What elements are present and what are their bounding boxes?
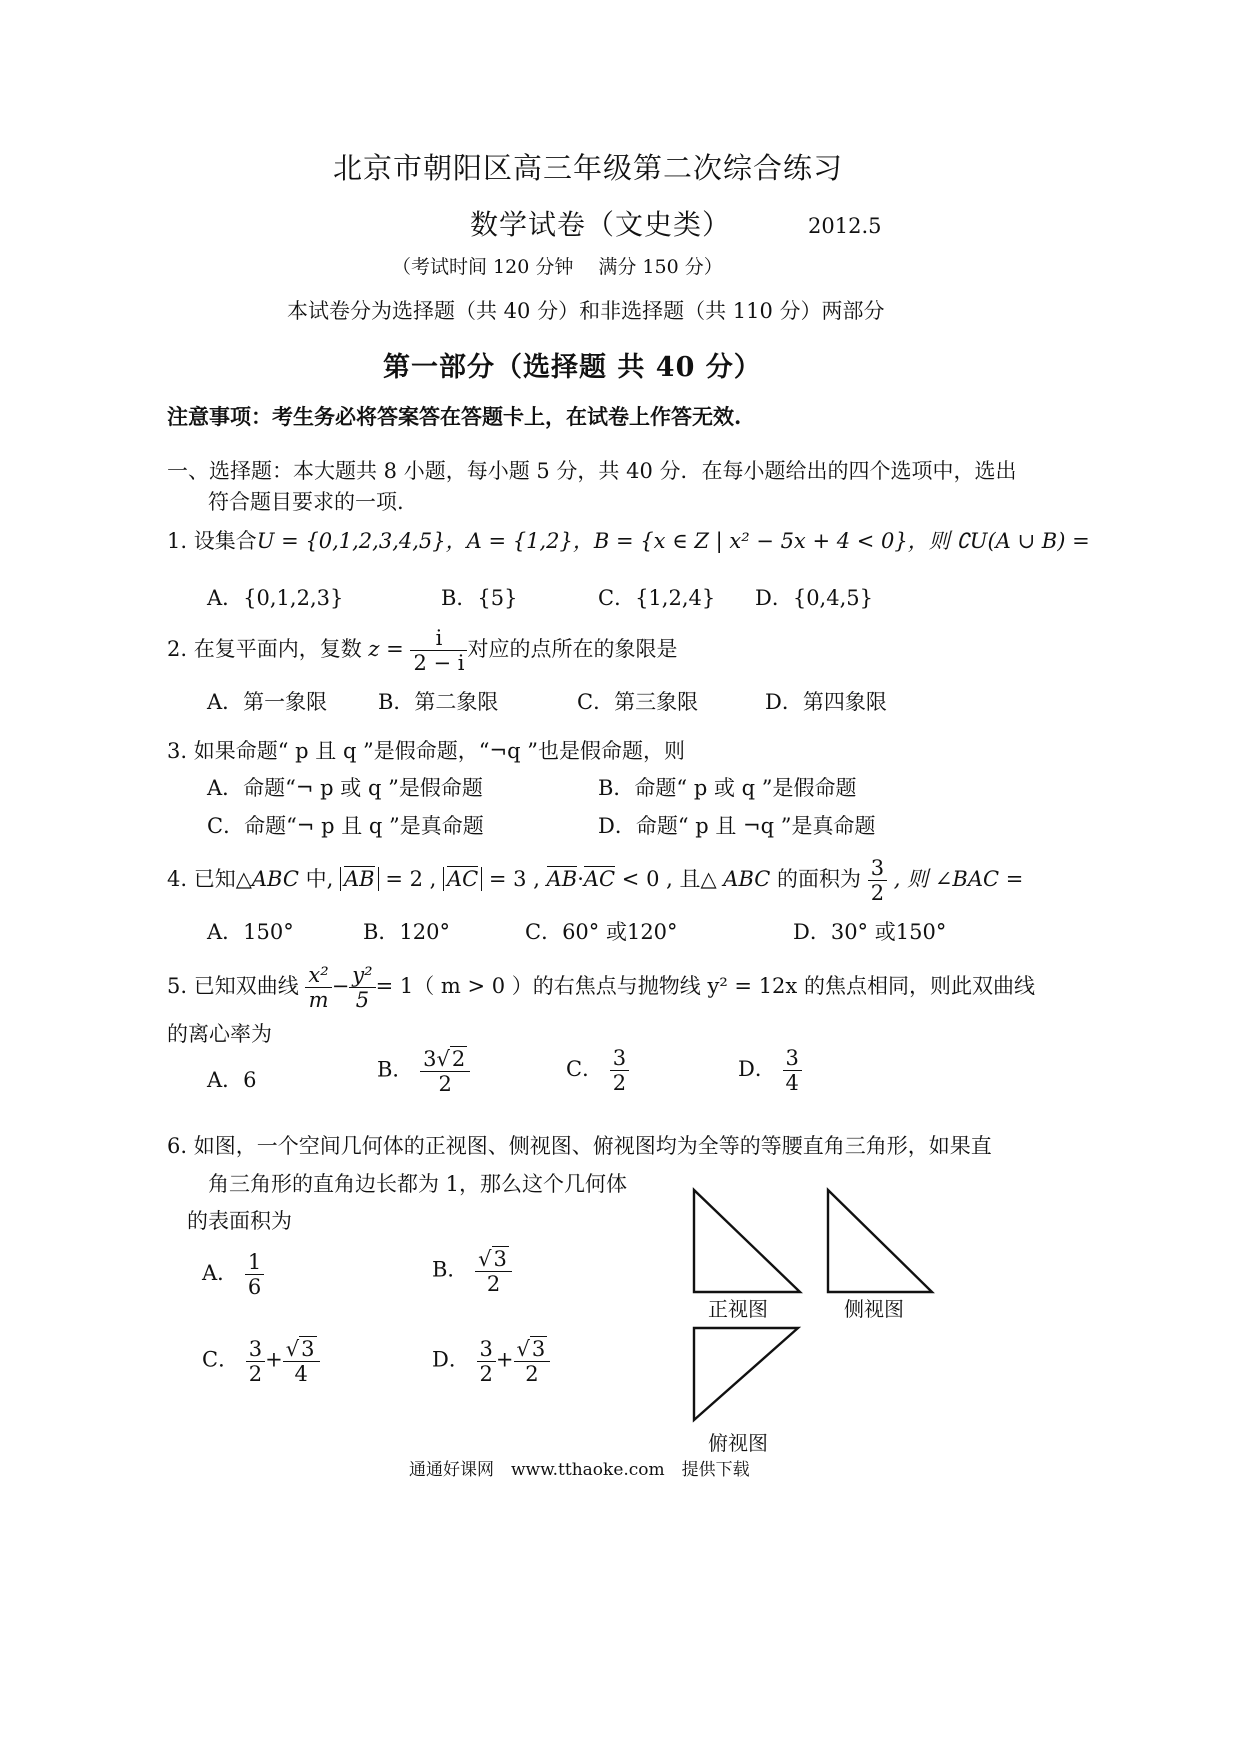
exam-info: （考试时间 120 分钟 满分 150 分） <box>392 256 723 278</box>
top-view-label: 俯视图 <box>708 1431 768 1455</box>
notice: 注意事项：考生务必将答案答在答题卡上，在试卷上作答无效. <box>167 404 742 429</box>
exam-title: 北京市朝阳区高三年级第二次综合练习 <box>333 151 844 185</box>
option-label: D． <box>738 1057 776 1082</box>
option-fraction <box>610 1046 629 1095</box>
q6-option-c[interactable] <box>202 1336 320 1386</box>
plus-sign: + <box>495 1347 514 1372</box>
q2-option-c[interactable]: C．第三象限 <box>577 690 699 714</box>
question-1 <box>167 525 1090 555</box>
hyperbola-x-term <box>305 963 331 1012</box>
q3-option-d[interactable]: D．命题“ p 且 ¬q ”是真命题 <box>598 814 876 838</box>
fraction-denominator: 2 <box>248 1361 263 1386</box>
radicand: 2 <box>451 1047 466 1071</box>
vector-ab-dot: AB <box>546 867 578 892</box>
option-label: B． <box>377 1057 414 1082</box>
fraction-numerator: √3 <box>475 1246 512 1272</box>
q2-option-d[interactable]: D．第四象限 <box>765 690 887 714</box>
side-view-triangle <box>828 1190 932 1292</box>
hyperbola-y-term <box>349 963 375 1012</box>
front-view-triangle <box>694 1190 800 1292</box>
option-value: 6 <box>243 1068 257 1092</box>
part-one-heading: 第一部分（选择题 共 40 分） <box>383 352 762 383</box>
question-text: 如图，一个空间几何体的正视图、侧视图、俯视图均为全等的等腰直角三角形，如果直 <box>193 1134 992 1158</box>
option-fraction <box>475 1246 512 1296</box>
q6-option-b[interactable] <box>432 1246 512 1296</box>
fraction-denominator: 6 <box>247 1275 262 1300</box>
q1-option-a[interactable]: A．{0,1,2,3} <box>207 586 344 610</box>
option-label: B． <box>432 1257 469 1282</box>
equals-two: = 2 , <box>385 867 437 892</box>
fraction-numerator: 3 <box>868 856 887 881</box>
fraction-denominator: 4 <box>785 1071 799 1096</box>
question-prefix: 在复平面内，复数 <box>193 637 362 662</box>
fraction-denominator: 5 <box>355 988 370 1013</box>
area-fraction <box>868 856 887 905</box>
option-fraction-2 <box>514 1336 551 1386</box>
option-label: C． <box>202 1347 240 1372</box>
question-number: 4. <box>167 867 188 892</box>
area-text: 的面积为 <box>777 867 862 892</box>
question-number: 3. <box>167 739 188 763</box>
q4-option-c[interactable]: C．60° 或120° <box>525 920 678 944</box>
question-6 <box>167 1130 992 1160</box>
fraction-numerator: i <box>410 626 467 651</box>
option-fraction <box>477 1337 496 1386</box>
q1-option-d[interactable]: D．{0,4,5} <box>755 586 873 610</box>
fraction-denominator: 2 <box>486 1272 501 1297</box>
plus-sign: + <box>265 1347 283 1372</box>
option-fraction-2 <box>283 1336 320 1386</box>
fraction-numerator: √3 <box>514 1336 551 1362</box>
side-view-label: 侧视图 <box>844 1297 904 1321</box>
fraction-numerator: 3 <box>246 1337 265 1362</box>
option-label: D． <box>432 1347 470 1372</box>
fraction-denominator: 2 <box>479 1361 493 1386</box>
fraction-numerator: 3√2 <box>420 1046 470 1072</box>
section-intro-line1: 一、选择题：本大题共 8 小题，每小题 5 分，共 40 分．在每小题给出的四个选项中，选出 <box>167 459 1017 483</box>
option-label: A． <box>207 1068 244 1092</box>
option-label: C． <box>566 1057 604 1082</box>
question-number: 1. <box>167 529 188 553</box>
question-4 <box>167 856 1023 905</box>
question-prefix: 设集合 <box>193 529 257 553</box>
question-text: 如果命题“ p 且 q ”是假命题，“¬q ”也是假命题，则 <box>193 739 685 763</box>
triangle-name-2: ABC <box>723 867 771 892</box>
fraction-numerator: 1 <box>245 1250 264 1275</box>
q2-option-b[interactable]: B．第二象限 <box>378 690 499 714</box>
q1-option-c[interactable]: C．{1,2,4} <box>598 586 716 610</box>
option-label: A． <box>202 1261 239 1286</box>
radicand: 3 <box>531 1337 546 1361</box>
less-than-zero: < 0 , 且△ <box>621 867 717 892</box>
q6-option-d[interactable] <box>432 1336 550 1386</box>
question-formula: U = {0,1,2,3,4,5}，A = {1,2}，B = {x ∈ Z | x² − 5x + 4 < 0}，则 ∁U(A ∪ B) = <box>256 529 1090 553</box>
fraction-numerator: 3 <box>477 1337 496 1362</box>
q3-option-c[interactable]: C．命题“¬ p 且 q ”是真命题 <box>207 814 484 838</box>
fraction-numerator: √3 <box>283 1336 320 1362</box>
question-mid: 中, <box>305 867 334 892</box>
fraction-denominator: 2 <box>438 1072 452 1097</box>
fraction-denominator: 2 <box>612 1071 627 1096</box>
q5-option-c[interactable] <box>566 1046 629 1095</box>
question-prefix: 已知双曲线 <box>193 974 299 999</box>
exam-composition: 本试卷分为选择题（共 40 分）和非选择题（共 110 分）两部分 <box>287 299 885 323</box>
question-5-line2: 的离心率为 <box>167 1022 272 1046</box>
coefficient: 3 <box>423 1047 437 1071</box>
fraction-numerator: y² <box>349 963 375 988</box>
vector-ab-magnitude <box>340 867 379 891</box>
three-view-figure <box>680 1180 960 1480</box>
fraction-denominator: 2 − i <box>413 651 465 676</box>
q6-option-a[interactable] <box>202 1250 264 1299</box>
question-6-line2: 角三角形的直角边长都为 1，那么这个几何体 <box>208 1172 628 1196</box>
question-number: 6. <box>167 1134 188 1158</box>
question-number: 5. <box>167 974 188 999</box>
question-number: 2. <box>167 637 188 662</box>
question-rest: = 1（ m > 0 ）的右焦点与抛物线 y² = 12x 的焦点相同，则此双曲线 <box>375 974 1035 999</box>
exam-date: 2012.5 <box>808 214 882 238</box>
vector-ac-magnitude <box>443 867 482 891</box>
vector-ac: AC <box>446 867 479 892</box>
q4-option-a[interactable]: A．150° <box>207 920 294 944</box>
fraction-numerator: 3 <box>783 1046 802 1071</box>
complex-fraction <box>410 626 467 675</box>
q4-option-b[interactable]: B．120° <box>363 920 451 944</box>
footer-credit: 通通好课网 www.tthaoke.com 提供下载 <box>409 1460 750 1480</box>
fraction-denominator: 4 <box>294 1362 308 1387</box>
question-suffix: 对应的点所在的象限是 <box>467 637 678 662</box>
q5-option-b[interactable] <box>377 1046 470 1096</box>
question-3 <box>167 735 685 765</box>
top-view-triangle <box>694 1328 798 1420</box>
complex-var: z = <box>368 637 404 662</box>
option-fraction <box>420 1046 470 1096</box>
q4-option-d[interactable]: D．30° 或150° <box>793 920 947 944</box>
question-5: 5. 已知双曲线 $\frac{\text{x²}}{m}$ − $\frac{\text{y²}}{5}$ = 1（ m > 0 ）的右焦点与抛物线 y² = 12x 的焦点相同，则此双曲线 <box>167 963 1035 1013</box>
radicand: 3 <box>493 1247 507 1271</box>
q3-option-b[interactable]: B．命题“ p 或 q ”是假命题 <box>598 776 857 800</box>
triangle-name: ABC <box>251 867 299 892</box>
front-view-label: 正视图 <box>708 1297 768 1321</box>
q5-option-a[interactable] <box>207 1064 257 1094</box>
section-intro-line2: 符合题目要求的一项. <box>208 490 404 514</box>
fraction-numerator: 3 <box>610 1046 629 1071</box>
q1-option-b[interactable]: B．{5} <box>441 586 518 610</box>
radicand: 3 <box>301 1337 315 1361</box>
option-fraction <box>783 1046 802 1095</box>
option-fraction <box>246 1337 265 1386</box>
equals-three: = 3 , <box>488 867 540 892</box>
question-prefix: 已知△ <box>193 867 252 892</box>
vector-ac-dot: AC <box>583 867 616 892</box>
q2-option-a[interactable]: A．第一象限 <box>207 690 328 714</box>
question-2 <box>167 626 677 675</box>
dot-operator: · <box>577 867 584 892</box>
vector-ab: AB <box>344 867 375 892</box>
question-6-line3: 的表面积为 <box>187 1209 292 1233</box>
fraction-denominator: m <box>308 988 329 1013</box>
angle-query: , 则 ∠BAC = <box>893 867 1024 892</box>
exam-subtitle: 数学试卷（文史类） <box>470 208 732 241</box>
fraction-denominator: 2 <box>525 1362 539 1387</box>
option-fraction <box>245 1250 264 1299</box>
fraction-numerator: x² <box>305 963 331 988</box>
fraction-denominator: 2 <box>870 881 885 906</box>
q3-option-a[interactable]: A．命题“¬ p 或 q ”是假命题 <box>207 776 483 800</box>
q5-option-d[interactable] <box>738 1046 802 1095</box>
